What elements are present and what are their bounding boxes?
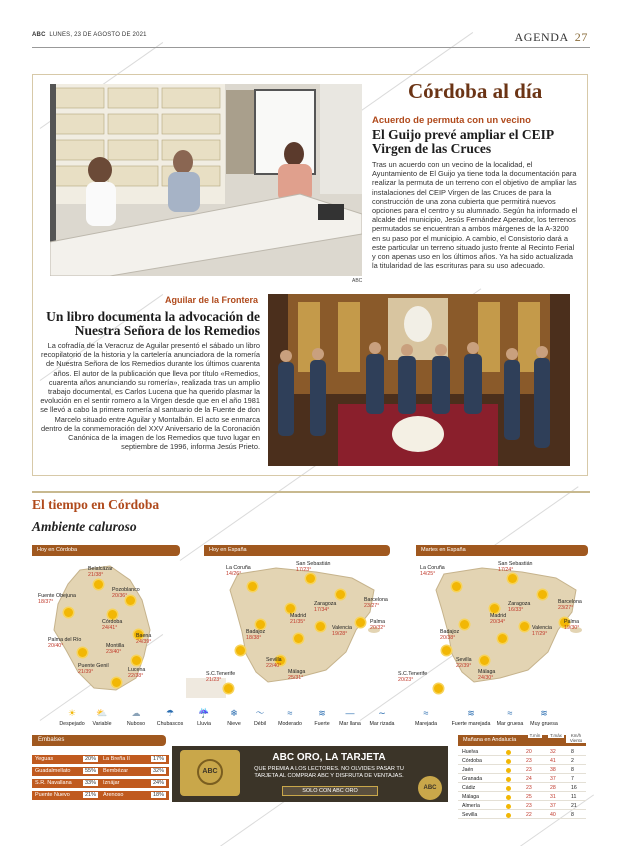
brand-name: ABC [32,32,46,38]
legend-mar-rizada: ∼ Mar rizada [362,708,402,727]
legend-chubascos: ☂ Chubascos [150,708,190,727]
reservoir-yeguas: Yeguas 20% [32,755,101,764]
header-wind: Km/h Viento [566,733,586,743]
sea-high-icon: ≋ [540,708,548,718]
city-palma-tue: Palma 19/30° [564,619,580,631]
sun-icon [506,813,511,818]
story1-body: Tras un acuerdo con un vecino de la localidad, el Ayuntamiento de El Guijo ya tiene toda la documentación para realizar la permuta de un terreno con el objetivo de ampliar las instalaciones del CEIP Virgen de las Cruces de para la construcción de una zona cubierta que permitirá nuevos opciones para el centro y su alumnado. Según ha informado el alcalde del municipio, Jesús Fernández Aperador, los terrenos permutados se encuentran a ambos márgenes de la A-3200 en su paso por el municipio. A cambio, el Consistorio dará a este particular un terreno situado justo frente al Recinto Ferial y con apenas uso en los últimos años. Ya ha sido actualizada la titularidad de las escrituras para su uso adecuado. [372,160,578,271]
wind-strong-icon: ≋ [318,708,326,718]
legend-muy-gruesa: ≋ Muy gruesa [524,708,564,727]
page-number: 27 [574,30,588,44]
ad-button[interactable]: SOLO CON ABC ORO [282,786,378,796]
city-baena: Baena 24/39° [136,633,152,645]
ad-title: ABC ORO, LA TARJETA [272,752,386,763]
city-la-coruna-tue: La Coruña 14/25° [420,565,445,577]
city-fuente-obejuna: Fuente Obejuna 18/37° [38,593,76,605]
legend-fuerte-marejada: ≋ Fuerte marejada [446,708,496,727]
table-row: Córdoba 23 41 2 [458,757,586,765]
city-sc-tenerife: S.C.Tenerife 21/23° [206,671,236,683]
wind-moderate-icon: ≈ [287,708,293,718]
weather-title: El tiempo en Córdoba [32,497,160,512]
city-palma: Palma 20/32° [370,619,386,631]
legend-mar-gruesa: ≈ Mar gruesa [490,708,530,727]
story2-body: La cofradía de la Veracruz de Aguilar presentó el sábado un libro recopilatorio de la historia y la cartelería anunciadora de la romería de Nuestra Señora de los Remedios durante los últimos cuarenta años. El autor de la publicación que lleva por título «Remedios, cuarenta años anunciando su romería», realizada tras un amplio trabajo documental, es Carlos Lucena que ha querido plasmar la evolución en el sentir romero a la Virgen desde que en el año 1981 se llevó a cabo la primera romería al santuario de la Fuente de don Marcelo situado entre Aguilar y Montalbán. El acto se enmarca dentro de la conmemoración del XXV Aniversario de la Coronación Canónica de la imagen de los Remedios que tuvo lugar en septiembre de 1996, informa Jesús Prieto. [40,341,260,452]
legend-mar-llana: — Mar llana [330,708,370,727]
weather-rule [32,491,590,493]
sun-icon [506,786,511,791]
city-san-sebastian: San Sebastián 17/23° [296,561,331,573]
reservoir-bembezar: Bembézar 32% [100,767,169,776]
sea-choppy-icon: ≈ [423,708,429,718]
city-la-coruna: La Coruña 14/26° [226,565,251,577]
showers-icon: ☂ [165,708,175,718]
sun-icon [506,795,511,800]
manana-title: Mañana en Andalucía [458,735,586,746]
legend-variable: ⛅ Variable [82,708,122,727]
abc-oro-card-image [180,750,240,796]
partly-cloudy-icon: ⛅ [96,708,108,718]
reservoir-iznajar: Iznájar 24% [100,779,169,788]
story1-headline: El Guijo prevé ampliar el CEIP Virgen de las Cruces [372,127,554,156]
legend-marejada: ≈ Marejada [406,708,446,727]
city-madrid-tue: Madrid 20/34° [490,613,507,625]
sea-rough-icon: ≋ [467,708,475,718]
city-pozoblanco: Pozoblanco 20/36° [112,587,140,599]
table-row: Málaga 25 31 11 [458,793,586,801]
city-malaga-tue: Málaga 24/30° [478,669,496,681]
city-sevilla-tue: Sevilla 22/39° [456,657,472,669]
story2-kicker: Aguilar de la Frontera [164,295,258,305]
sun-icon [506,768,511,773]
legend-debil: 〜 Débil [240,708,280,727]
sun-icon [506,750,511,755]
issue-date: LUNES, 23 DE AGOSTO DE 2021 [49,32,147,38]
city-barcelona-tue: Barcelona 23/27° [558,599,582,611]
aguilar-photo [268,294,570,466]
city-san-sebastian-tue: San Sebastián 17/24° [498,561,533,573]
legend-nuboso: ☁ Nuboso [116,708,156,727]
legend-nieve: ❄ Nieve [214,708,254,727]
city-madrid: Madrid 21/35° [290,613,307,625]
legend-moderado: ≈ Moderado [270,708,310,727]
reservoir-arenoso: Arenoso 18% [100,791,169,800]
sea-rippled-icon: ∼ [378,708,386,718]
ad-text: QUE PREMIA A LOS LECTORES. NO OLVIDES PASAR TU TARJETA AL COMPRAR ABC Y DISFRUTA DE VENTAJAS. [254,766,404,779]
sea-very-rough-icon: ≈ [507,708,513,718]
header-rule [32,47,590,48]
header-tmax: T.máx [548,733,564,738]
reservoir-navallana: S.R. Navallana 33% [32,779,101,788]
cordoba-province-map [32,560,182,700]
city-valencia: Valencia 19/28° [332,625,352,637]
city-badajoz: Badajoz 18/38° [246,629,266,641]
city-sc-tenerife-tue: S.C.Tenerife 20/23° [398,671,428,683]
page-header-right [515,30,588,45]
table-row: Huelva 20 32 8 [458,748,586,756]
map1-label: Hoy en Córdoba [32,545,180,556]
sun-icon: ☀ [67,708,77,718]
weather-subtitle: Ambiente caluroso [32,519,137,534]
legend-lluvia: ☔ Lluvia [184,708,224,727]
city-valencia-tue: Valencia 17/29° [532,625,552,637]
table-row: Jaén 23 38 8 [458,766,586,774]
map3-label: Martes en España [416,545,588,556]
city-barcelona: Barcelona 23/27° [364,597,388,609]
abc-logo-icon: ABC [418,776,442,800]
table-row: Granada 24 37 7 [458,775,586,783]
sun-icon [506,777,511,782]
el-guijo-photo [50,84,362,276]
rain-icon: ☔ [198,708,210,718]
map2-label: Hoy en España [204,545,390,556]
spain-map-tuesday [396,560,596,700]
header-tmin: T.mín [529,733,541,738]
snow-icon: ❄ [230,708,238,718]
photo1-credit: ABC [352,278,363,284]
city-lucena: Lucena 22/38° [128,667,146,679]
reservoir-la-brena: La Breña II 17% [100,755,169,764]
embalses-title: Embalses [32,735,166,746]
city-badajoz-tue: Badajoz 20/38° [440,629,460,641]
cloud-icon: ☁ [131,708,141,718]
abc-coin-icon: ABC [197,759,223,785]
table-row: Sevilla 22 40 8 [458,811,586,819]
section-title: Córdoba al día [408,79,543,103]
city-sevilla: Sevilla 22/40° [266,657,282,669]
city-cordoba: Córdoba 24/41° [102,619,123,631]
section-name: AGENDA [514,30,569,44]
sun-icon [506,804,511,809]
legend-fuerte: ≋ Fuerte [302,708,342,727]
story1-kicker: Acuerdo de permuta con un vecino [372,115,531,126]
table-row: Cádiz 23 28 16 [458,784,586,792]
spain-map-today [186,560,396,700]
city-belalcazar: Belalcázar 21/38° [88,566,113,578]
sea-calm-icon: — [345,708,355,718]
city-montilla: Montilla 23/40° [106,643,125,655]
city-zaragoza: Zaragoza 17/34° [314,601,337,613]
wind-weak-icon: 〜 [255,708,265,718]
story2-headline: Un libro documenta la advocación de Nuestra Señora de los Remedios [46,309,260,338]
table-row: Almería 23 37 21 [458,802,586,810]
legend-despejado: ☀ Despejado [52,708,92,727]
reservoir-puente-nuevo: Puente Nuevo 21% [32,791,101,800]
city-zaragoza-tue: Zaragoza 16/33° [508,601,531,613]
city-puente-genil: Puente Genil 21/39° [78,663,109,675]
city-malaga: Málaga 25/31° [288,669,306,681]
city-palma-del-rio: Palma del Río 20/40° [48,637,82,649]
reservoir-guadalmellato: Guadalmellato 55% [32,767,101,776]
page-header-left [32,32,147,38]
sun-icon [506,759,511,764]
